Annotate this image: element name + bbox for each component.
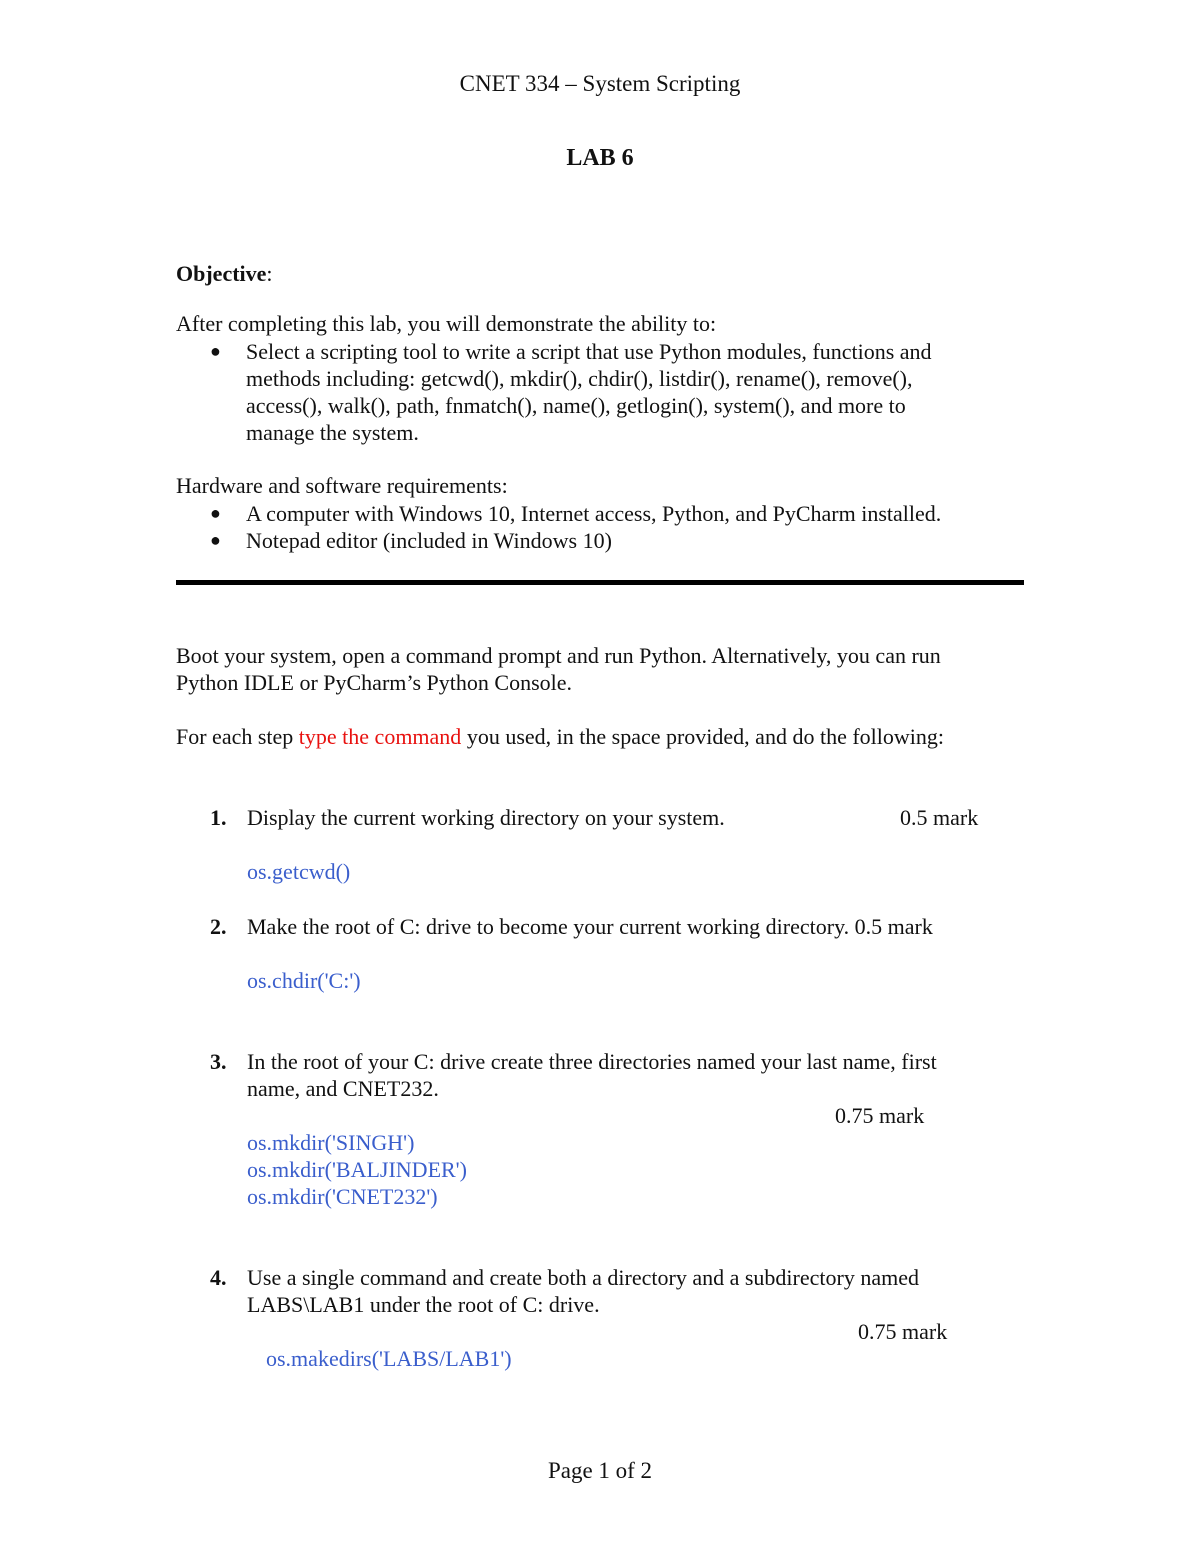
- objective-heading: [176, 260, 273, 287]
- step-mark: 0.75 mark: [858, 1319, 948, 1344]
- code-line: os.mkdir('BALJINDER'): [247, 1157, 467, 1182]
- objective-label: Objective: [176, 261, 267, 286]
- step-text: [247, 1048, 937, 1102]
- step-answer-code: os.getcwd(): [247, 859, 351, 884]
- bullet-icon: ●: [210, 530, 221, 550]
- instruction-before: For each step: [176, 724, 299, 749]
- step-number: 4.: [210, 1265, 227, 1290]
- step-text: Make the root of C: drive to become your current working directory. 0.5 mark: [247, 914, 933, 939]
- instruction-after: you used, in the space provided, and do the following:: [461, 724, 944, 749]
- objective-bullet-line: manage the system.: [246, 420, 419, 445]
- step-number: 3.: [210, 1049, 227, 1074]
- step-number: 2.: [210, 914, 227, 939]
- boot-line: Boot your system, open a command prompt and run Python. Alternatively, you can run: [176, 643, 941, 668]
- bullet-icon: ●: [210, 503, 221, 523]
- requirement-text: A computer with Windows 10, Internet access, Python, and PyCharm installed.: [246, 501, 942, 526]
- objective-bullet-text: [246, 338, 932, 446]
- step-text-line: Use a single command and create both a directory and a subdirectory named: [247, 1265, 919, 1290]
- page-header: CNET 334 – System Scripting: [459, 71, 741, 96]
- objective-bullet-line: Select a scripting tool to write a script that use Python modules, functions and: [246, 339, 932, 364]
- requirement-text: Notepad editor (included in Windows 10): [246, 528, 612, 553]
- step-mark: 0.75 mark: [835, 1103, 925, 1128]
- objective-colon: :: [266, 261, 273, 286]
- objective-bullet-line: access(), walk(), path, fnmatch(), name(), getlogin(), system(), and more to: [246, 393, 906, 418]
- step-text-line: name, and CNET232.: [247, 1076, 439, 1101]
- section-divider: [176, 580, 1024, 585]
- step-mark: 0.5 mark: [900, 805, 979, 830]
- step-answer-code: os.makedirs('LABS/LAB1'): [266, 1346, 512, 1371]
- code-line: os.mkdir('CNET232'): [247, 1184, 438, 1209]
- requirements-title: Hardware and software requirements:: [176, 473, 508, 498]
- step-number: 1.: [210, 805, 227, 830]
- step-answer-code: os.chdir('C:'): [247, 968, 361, 993]
- instruction-paragraph: [176, 723, 944, 750]
- bullet-icon: ●: [210, 341, 221, 361]
- objective-bullet-line: methods including: getcwd(), mkdir(), chdir(), listdir(), rename(), remove(),: [246, 366, 913, 391]
- page-footer: Page 1 of 2: [547, 1458, 653, 1483]
- step-text-line: In the root of your C: drive create three directories named your last name, first: [247, 1049, 937, 1074]
- code-line: os.mkdir('SINGH'): [247, 1130, 415, 1155]
- boot-paragraph: [176, 642, 941, 696]
- objective-intro: After completing this lab, you will demonstrate the ability to:: [176, 311, 717, 336]
- step-text: Display the current working directory on your system.: [247, 805, 725, 830]
- step-answer-code: [247, 1129, 467, 1210]
- instruction-highlight: type the command: [298, 724, 462, 749]
- boot-line: Python IDLE or PyCharm’s Python Console.: [176, 670, 573, 695]
- step-text-line: LABS\LAB1 under the root of C: drive.: [247, 1292, 600, 1317]
- lab-title: LAB 6: [566, 145, 634, 171]
- step-text: [247, 1264, 919, 1318]
